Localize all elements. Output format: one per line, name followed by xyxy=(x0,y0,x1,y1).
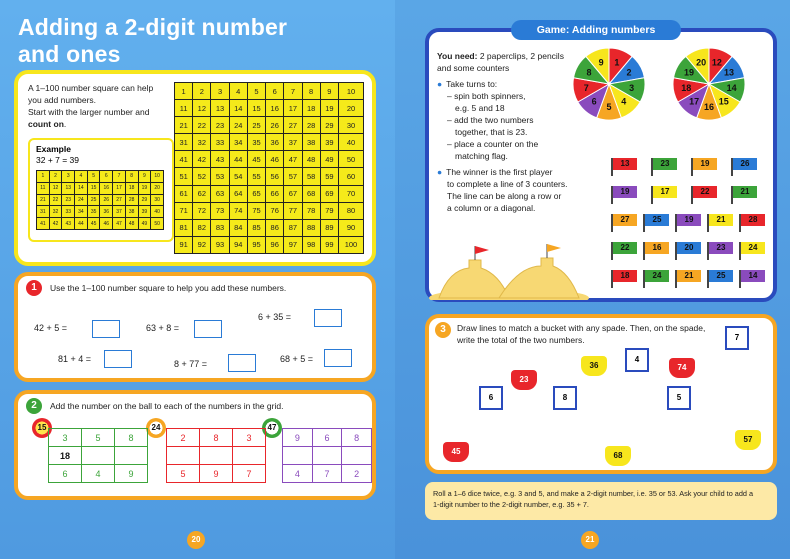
number-cell: 42 xyxy=(193,151,211,168)
question-2-panel xyxy=(14,390,376,500)
number-square-1-100 xyxy=(174,82,364,254)
number-cell: 22 xyxy=(193,117,211,134)
number-cell: 45 xyxy=(87,218,100,230)
number-cell: 61 xyxy=(175,185,193,202)
number-cell: 2 xyxy=(193,83,211,100)
spinner-label: 4 xyxy=(621,96,627,107)
number-cell: 88 xyxy=(302,219,320,236)
number-cell: 50 xyxy=(151,218,164,230)
number-cell: 94 xyxy=(229,236,247,253)
number-cell: 78 xyxy=(302,202,320,219)
number-cell: 95 xyxy=(247,236,265,253)
number-cell: 11 xyxy=(175,100,193,117)
number-cell: 63 xyxy=(211,185,229,202)
sandcastles-image xyxy=(429,240,589,300)
number-cell: 44 xyxy=(229,151,247,168)
number-cell: 32 xyxy=(49,206,62,218)
number-cell: 57 xyxy=(284,168,302,185)
spinner-label: 15 xyxy=(718,96,729,107)
game-title: Game: Adding numbers xyxy=(511,20,681,40)
number-cell: 26 xyxy=(100,194,113,206)
number-cell: 24 xyxy=(229,117,247,134)
number-cell: 13 xyxy=(211,100,229,117)
number-square-panel xyxy=(14,70,376,266)
number-cell: 18 xyxy=(302,100,320,117)
number-cell: 97 xyxy=(284,236,302,253)
number-cell: 90 xyxy=(338,219,363,236)
spinner-label: 17 xyxy=(689,96,700,107)
number-cell: 34 xyxy=(75,206,88,218)
game-flag[interactable]: 21 xyxy=(677,270,701,282)
answer-box-2[interactable] xyxy=(194,320,222,338)
game-flag[interactable]: 16 xyxy=(645,242,669,254)
question-3-panel xyxy=(425,314,777,474)
grid-cell[interactable]: 9 xyxy=(115,465,148,483)
number-cell: 21 xyxy=(37,194,50,206)
number-cell: 43 xyxy=(62,218,75,230)
grid-cell[interactable]: 5 xyxy=(167,465,200,483)
number-cell: 79 xyxy=(320,202,338,219)
page-number: 20 xyxy=(187,531,205,549)
number-cell: 72 xyxy=(193,202,211,219)
grid-cell[interactable]: 9 xyxy=(200,465,233,483)
game-flag[interactable]: 22 xyxy=(613,242,637,254)
number-cell: 21 xyxy=(175,117,193,134)
number-cell: 80 xyxy=(338,202,363,219)
add-grid-red xyxy=(166,428,266,483)
number-cell: 35 xyxy=(87,206,100,218)
bucket-23[interactable]: 23 xyxy=(511,370,537,390)
grid-cell[interactable]: 6 xyxy=(49,465,82,483)
grid-cell[interactable]: 4 xyxy=(283,465,313,483)
number-cell: 27 xyxy=(284,117,302,134)
number-cell: 100 xyxy=(338,236,363,253)
number-cell: 15 xyxy=(87,182,100,194)
number-cell: 47 xyxy=(284,151,302,168)
number-cell: 47 xyxy=(113,218,126,230)
number-cell: 46 xyxy=(100,218,113,230)
ball-15: 15 xyxy=(32,418,52,438)
grid-cell[interactable]: 3 xyxy=(49,429,82,447)
game-flag[interactable]: 19 xyxy=(677,214,701,226)
number-cell: 6 xyxy=(100,171,113,183)
parent-note: Roll a 1–6 dice twice, e.g. 3 and 5, and make a 2-digit number, i.e. 35 or 53. Ask your child to add a 1-digit number to the 2-digit number, e.g. 35 + 7. xyxy=(425,482,777,520)
spade-6[interactable]: 6 xyxy=(479,386,503,410)
number-cell: 3 xyxy=(211,83,229,100)
number-cell: 55 xyxy=(247,168,265,185)
number-cell: 23 xyxy=(62,194,75,206)
game-flag[interactable]: 26 xyxy=(733,158,757,170)
grid-cell[interactable]: 8 xyxy=(200,429,233,447)
grid-cell[interactable] xyxy=(115,447,148,465)
answer-box-1[interactable] xyxy=(92,320,120,338)
number-cell: 28 xyxy=(125,194,138,206)
number-cell: 65 xyxy=(247,185,265,202)
number-cell: 17 xyxy=(284,100,302,117)
number-cell: 39 xyxy=(320,134,338,151)
game-flag[interactable]: 14 xyxy=(741,270,765,282)
number-cell: 84 xyxy=(229,219,247,236)
number-cell: 41 xyxy=(37,218,50,230)
sum-6: 68 + 5 = xyxy=(280,354,314,364)
number-cell: 64 xyxy=(229,185,247,202)
game-flag[interactable]: 25 xyxy=(645,214,669,226)
example-box xyxy=(28,138,174,242)
number-cell: 3 xyxy=(62,171,75,183)
mini-number-square xyxy=(36,170,164,230)
number-cell: 85 xyxy=(247,219,265,236)
bucket-68[interactable]: 68 xyxy=(605,446,631,466)
grid-cell[interactable]: 9 xyxy=(283,429,313,447)
number-cell: 1 xyxy=(175,83,193,100)
number-cell: 8 xyxy=(125,171,138,183)
intro-text: A 1–100 number square can help you add numbers. Start with the larger number and count on. xyxy=(28,83,154,129)
number-cell: 96 xyxy=(266,236,284,253)
number-cell: 43 xyxy=(211,151,229,168)
number-cell: 59 xyxy=(320,168,338,185)
grid-cell[interactable] xyxy=(312,447,342,465)
ball-47: 47 xyxy=(262,418,282,438)
number-cell: 75 xyxy=(247,202,265,219)
question-1-panel xyxy=(14,272,376,382)
bucket-36[interactable]: 36 xyxy=(581,356,607,376)
number-cell: 40 xyxy=(338,134,363,151)
page-title: Adding a 2-digit number and ones xyxy=(18,14,288,67)
number-cell: 41 xyxy=(175,151,193,168)
grid-cell[interactable] xyxy=(167,447,200,465)
number-cell: 70 xyxy=(338,185,363,202)
number-cell: 20 xyxy=(151,182,164,194)
game-rules: You need: 2 paperclips, 2 pencils and some counters ● Take turns to: – spin both spinners, e.g. 5 and 18 – add the two numbers together, that is 23. – place a counter on the matching flag. ● The winner is the first player to complete a line of 3 counters. The line can be along a row or a column or a diagonal. xyxy=(437,51,568,213)
bucket-57[interactable]: 57 xyxy=(735,430,761,450)
example-sum: 32 + 7 = 39 xyxy=(36,155,80,165)
spinner-label: 13 xyxy=(723,67,734,78)
number-cell: 38 xyxy=(302,134,320,151)
grid-cell[interactable]: 3 xyxy=(233,429,266,447)
spinner-12-20[interactable] xyxy=(671,46,747,122)
number-cell: 71 xyxy=(175,202,193,219)
bucket-45[interactable]: 45 xyxy=(443,442,469,462)
spinner-label: 7 xyxy=(583,83,589,94)
number-cell: 36 xyxy=(266,134,284,151)
number-cell: 18 xyxy=(125,182,138,194)
question-number: 2 xyxy=(26,398,42,414)
number-cell: 29 xyxy=(138,194,151,206)
add-grid-purple xyxy=(282,428,372,483)
number-cell: 68 xyxy=(302,185,320,202)
flag-board xyxy=(607,158,777,298)
bucket-74[interactable]: 74 xyxy=(669,358,695,378)
number-cell: 14 xyxy=(229,100,247,117)
sum-1: 42 + 5 = xyxy=(34,323,68,333)
number-cell: 5 xyxy=(87,171,100,183)
number-cell: 86 xyxy=(266,219,284,236)
game-panel xyxy=(425,24,777,302)
number-cell: 87 xyxy=(284,219,302,236)
number-cell: 67 xyxy=(284,185,302,202)
number-cell: 74 xyxy=(229,202,247,219)
number-cell: 76 xyxy=(266,202,284,219)
grid-cell[interactable] xyxy=(233,447,266,465)
game-flag[interactable]: 23 xyxy=(653,158,677,170)
number-cell: 38 xyxy=(125,206,138,218)
number-cell: 13 xyxy=(62,182,75,194)
number-cell: 4 xyxy=(229,83,247,100)
spade-7[interactable]: 7 xyxy=(725,326,749,350)
number-cell: 32 xyxy=(193,134,211,151)
number-cell: 26 xyxy=(266,117,284,134)
number-cell: 35 xyxy=(247,134,265,151)
spinner-label: 19 xyxy=(684,67,695,78)
number-cell: 51 xyxy=(175,168,193,185)
number-cell: 2 xyxy=(49,171,62,183)
number-cell: 22 xyxy=(49,194,62,206)
number-cell: 82 xyxy=(193,219,211,236)
example-label: Example xyxy=(36,144,71,154)
number-cell: 9 xyxy=(320,83,338,100)
number-cell: 37 xyxy=(113,206,126,218)
number-cell: 1 xyxy=(37,171,50,183)
number-cell: 33 xyxy=(211,134,229,151)
game-flag[interactable]: 24 xyxy=(645,270,669,282)
spinner-label: 14 xyxy=(726,83,737,94)
number-cell: 83 xyxy=(211,219,229,236)
answer-box-6[interactable] xyxy=(324,349,352,367)
add-grid-green xyxy=(48,428,148,483)
grid-cell[interactable]: 2 xyxy=(342,465,372,483)
grid-cell[interactable]: 2 xyxy=(167,429,200,447)
number-cell: 39 xyxy=(138,206,151,218)
number-cell: 14 xyxy=(75,182,88,194)
game-flag[interactable]: 19 xyxy=(613,186,637,198)
spade-8[interactable]: 8 xyxy=(553,386,577,410)
number-cell: 11 xyxy=(37,182,50,194)
answer-box-4[interactable] xyxy=(104,350,132,368)
game-flag[interactable]: 28 xyxy=(741,214,765,226)
question-number: 3 xyxy=(435,322,451,338)
number-cell: 48 xyxy=(302,151,320,168)
question-3-instruction: Draw lines to match a bucket with any spade. Then, on the spade, write the total of the two numbers. xyxy=(457,323,706,345)
number-cell: 6 xyxy=(266,83,284,100)
sum-2: 63 + 8 = xyxy=(146,323,180,333)
number-cell: 25 xyxy=(87,194,100,206)
number-cell: 98 xyxy=(302,236,320,253)
number-cell: 31 xyxy=(37,206,50,218)
game-flag[interactable]: 19 xyxy=(693,158,717,170)
number-cell: 99 xyxy=(320,236,338,253)
number-cell: 9 xyxy=(138,171,151,183)
game-flag[interactable]: 23 xyxy=(709,242,733,254)
number-cell: 5 xyxy=(247,83,265,100)
number-cell: 54 xyxy=(229,168,247,185)
number-cell: 4 xyxy=(75,171,88,183)
number-cell: 50 xyxy=(338,151,363,168)
number-cell: 69 xyxy=(320,185,338,202)
number-cell: 92 xyxy=(193,236,211,253)
number-cell: 48 xyxy=(125,218,138,230)
grid-cell[interactable]: 8 xyxy=(115,429,148,447)
number-cell: 45 xyxy=(247,151,265,168)
game-flag[interactable]: 13 xyxy=(613,158,637,170)
number-cell: 30 xyxy=(151,194,164,206)
game-flag[interactable]: 22 xyxy=(693,186,717,198)
number-cell: 40 xyxy=(151,206,164,218)
number-cell: 58 xyxy=(302,168,320,185)
number-cell: 30 xyxy=(338,117,363,134)
number-cell: 36 xyxy=(100,206,113,218)
question-number: 1 xyxy=(26,280,42,296)
number-cell: 10 xyxy=(338,83,363,100)
number-cell: 91 xyxy=(175,236,193,253)
spinner-label: 3 xyxy=(629,83,635,94)
number-cell: 49 xyxy=(138,218,151,230)
number-cell: 60 xyxy=(338,168,363,185)
question-1-instruction: Use the 1–100 number square to help you add these numbers. xyxy=(50,283,287,293)
number-cell: 33 xyxy=(62,206,75,218)
number-cell: 27 xyxy=(113,194,126,206)
number-cell: 89 xyxy=(320,219,338,236)
grid-cell[interactable]: 5 xyxy=(82,429,115,447)
number-cell: 29 xyxy=(320,117,338,134)
game-flag[interactable]: 24 xyxy=(741,242,765,254)
right-page xyxy=(395,0,790,559)
number-cell: 46 xyxy=(266,151,284,168)
number-cell: 16 xyxy=(100,182,113,194)
number-cell: 7 xyxy=(284,83,302,100)
number-cell: 25 xyxy=(247,117,265,134)
spinner-label: 16 xyxy=(703,102,715,113)
spinner-label: 8 xyxy=(586,67,592,78)
sum-3: 6 + 35 = xyxy=(258,312,292,322)
number-cell: 20 xyxy=(338,100,363,117)
number-cell: 49 xyxy=(320,151,338,168)
number-cell: 93 xyxy=(211,236,229,253)
spade-5[interactable]: 5 xyxy=(667,386,691,410)
grid-cell[interactable] xyxy=(82,447,115,465)
spinner-label: 6 xyxy=(591,96,597,107)
number-cell: 77 xyxy=(284,202,302,219)
spinner-label: 1 xyxy=(614,57,620,68)
grid-cell[interactable]: 8 xyxy=(342,429,372,447)
grid-cell[interactable]: 4 xyxy=(82,465,115,483)
number-cell: 8 xyxy=(302,83,320,100)
grid-cell[interactable]: 6 xyxy=(312,429,342,447)
grid-cell[interactable]: 18 xyxy=(49,447,82,465)
number-cell: 42 xyxy=(49,218,62,230)
number-cell: 53 xyxy=(211,168,229,185)
spinner-label: 18 xyxy=(681,83,692,94)
number-cell: 24 xyxy=(75,194,88,206)
number-cell: 7 xyxy=(113,171,126,183)
number-cell: 15 xyxy=(247,100,265,117)
number-cell: 66 xyxy=(266,185,284,202)
number-cell: 23 xyxy=(211,117,229,134)
number-cell: 44 xyxy=(75,218,88,230)
number-cell: 73 xyxy=(211,202,229,219)
number-cell: 19 xyxy=(138,182,151,194)
number-cell: 17 xyxy=(113,182,126,194)
ball-24: 24 xyxy=(146,418,166,438)
grid-cell[interactable] xyxy=(283,447,313,465)
grid-cell[interactable]: 7 xyxy=(233,465,266,483)
spinner-label: 12 xyxy=(711,57,722,68)
question-2-instruction: Add the number on the ball to each of the numbers in the grid. xyxy=(50,401,284,411)
game-flag[interactable]: 20 xyxy=(677,242,701,254)
number-cell: 19 xyxy=(320,100,338,117)
game-flag[interactable]: 25 xyxy=(709,270,733,282)
number-cell: 28 xyxy=(302,117,320,134)
spinner-label: 5 xyxy=(606,102,612,113)
number-cell: 37 xyxy=(284,134,302,151)
number-cell: 12 xyxy=(49,182,62,194)
number-cell: 52 xyxy=(193,168,211,185)
spinner-label: 2 xyxy=(626,67,632,78)
answer-box-3[interactable] xyxy=(314,309,342,327)
game-flag[interactable]: 18 xyxy=(613,270,637,282)
number-cell: 81 xyxy=(175,219,193,236)
game-flag[interactable]: 21 xyxy=(709,214,733,226)
grid-cell[interactable]: 7 xyxy=(312,465,342,483)
game-flag[interactable]: 21 xyxy=(733,186,757,198)
spinner-label: 20 xyxy=(696,57,707,68)
number-cell: 31 xyxy=(175,134,193,151)
number-cell: 12 xyxy=(193,100,211,117)
spade-4[interactable]: 4 xyxy=(625,348,649,372)
number-cell: 62 xyxy=(193,185,211,202)
spinner-label: 9 xyxy=(598,57,604,68)
number-cell: 34 xyxy=(229,134,247,151)
game-flag[interactable]: 17 xyxy=(653,186,677,198)
sum-4: 81 + 4 = xyxy=(58,354,92,364)
number-cell: 56 xyxy=(266,168,284,185)
grid-cell[interactable] xyxy=(342,447,372,465)
number-cell: 10 xyxy=(151,171,164,183)
page-number: 21 xyxy=(581,531,599,549)
answer-box-5[interactable] xyxy=(228,354,256,372)
game-flag[interactable]: 27 xyxy=(613,214,637,226)
sum-5: 8 + 77 = xyxy=(174,359,208,369)
spinner-1-9[interactable] xyxy=(571,46,647,122)
grid-cell[interactable] xyxy=(200,447,233,465)
number-cell: 16 xyxy=(266,100,284,117)
